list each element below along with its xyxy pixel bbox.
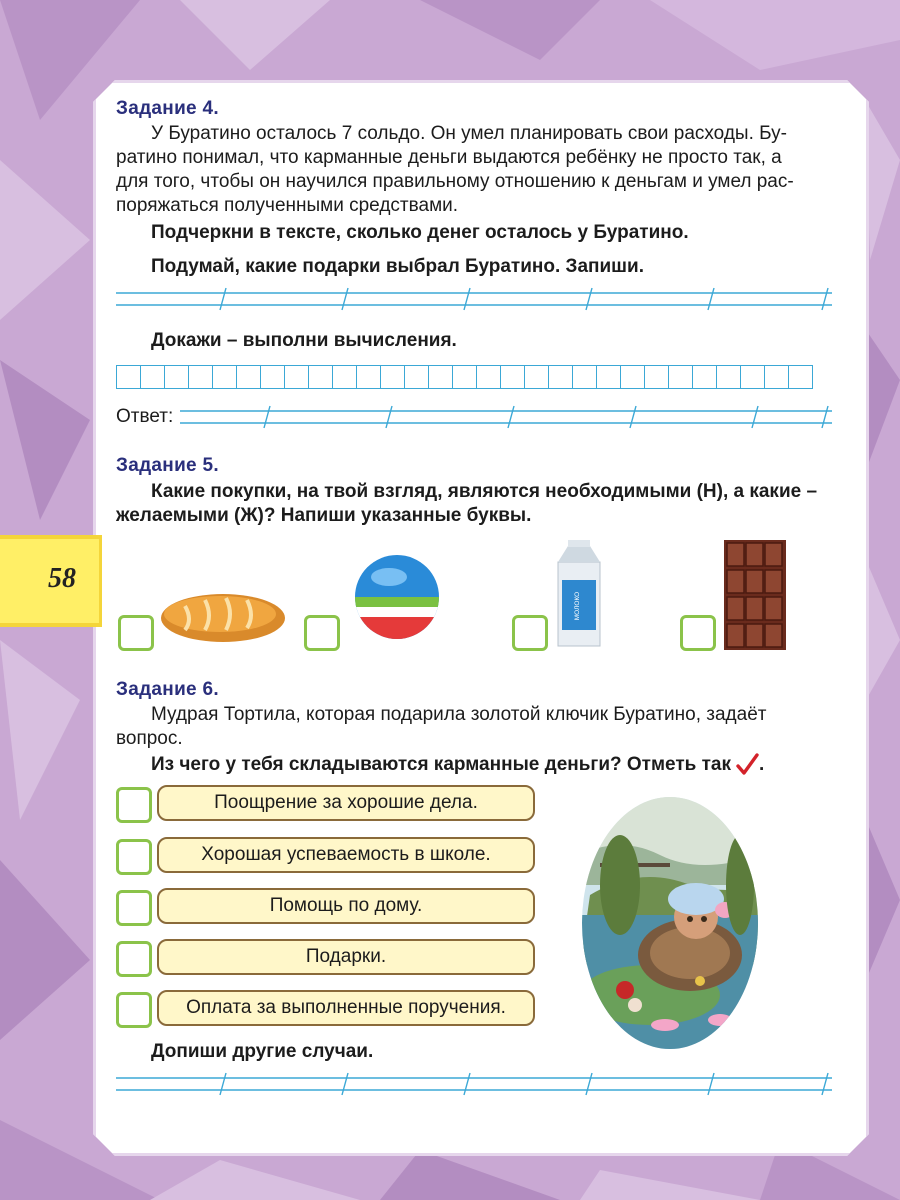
task4-instruction-underline: Подчеркни в тексте, сколько денег осталось у Буратино. xyxy=(151,222,689,243)
task4-line-3: для того, чтобы он научился правильному отношению к деньгам и умел рас- xyxy=(116,171,794,192)
chocolate-bar-icon xyxy=(724,540,786,650)
option-1[interactable]: Поощрение за хорошие дела. xyxy=(157,785,535,821)
task6-line-2: вопрос. xyxy=(116,728,183,749)
task5-question xyxy=(116,480,832,528)
page-number: 58 xyxy=(48,563,76,594)
milk-label: МОЛОКО xyxy=(574,591,581,621)
checkmark-icon xyxy=(735,753,759,777)
page-number-tab xyxy=(0,535,102,627)
writing-line-other-cases[interactable] xyxy=(116,1071,832,1097)
task6-question-text: Из чего у тебя складываются карманные деньги? Отметь так xyxy=(151,754,732,775)
task5-line-1: Какие покупки, на твой взгляд, являются необходимыми (Н), а какие – xyxy=(151,481,818,502)
calculation-grid[interactable] xyxy=(116,365,813,389)
option-checkbox-1[interactable] xyxy=(116,787,152,823)
task6-question-end: . xyxy=(759,754,765,775)
bread-checkbox[interactable] xyxy=(118,615,154,651)
option-4[interactable]: Подарки. xyxy=(157,939,535,975)
ball-checkbox[interactable] xyxy=(304,615,340,651)
option-checkbox-2[interactable] xyxy=(116,839,152,875)
task6-paragraph xyxy=(116,703,832,751)
writing-line-gifts[interactable] xyxy=(116,286,832,312)
task5-heading: Задание 5. xyxy=(116,455,219,476)
milk-carton-icon xyxy=(554,540,604,648)
task4-instruction-write: Подумай, какие подарки выбрал Буратино. Запиши. xyxy=(151,256,644,277)
task4-instruction-calculate: Докажи – выполни вычисления. xyxy=(151,330,457,351)
option-checkbox-5[interactable] xyxy=(116,992,152,1028)
option-3[interactable]: Помощь по дому. xyxy=(157,888,535,924)
tortilla-turtle-illustration xyxy=(580,795,760,1051)
milk-checkbox[interactable] xyxy=(512,615,548,651)
answer-label: Ответ: xyxy=(116,406,174,427)
answer-writing-line[interactable] xyxy=(180,404,832,430)
ball-icon xyxy=(353,553,441,641)
task4-line-1: У Буратино осталось 7 сольдо. Он умел планировать свои расходы. Бу- xyxy=(151,123,788,144)
task5-line-2: желаемыми (Ж)? Напиши указанные буквы. xyxy=(116,505,532,526)
chocolate-checkbox[interactable] xyxy=(680,615,716,651)
task4-heading: Задание 4. xyxy=(116,98,219,119)
option-checkbox-4[interactable] xyxy=(116,941,152,977)
task4-line-4: поряжаться полученными средствами. xyxy=(116,195,459,216)
option-checkbox-3[interactable] xyxy=(116,890,152,926)
task4-line-2: ратино понимал, что карманные деньги выдаются ребёнку не просто так, а xyxy=(116,147,782,168)
option-2[interactable]: Хорошая успеваемость в школе. xyxy=(157,837,535,873)
task6-question xyxy=(151,753,764,777)
task6-line-1: Мудрая Тортила, которая подарила золотой ключик Буратино, задаёт xyxy=(151,704,767,725)
bread-icon xyxy=(160,588,286,646)
option-5[interactable]: Оплата за выполненные поручения. xyxy=(157,990,535,1026)
task6-heading: Задание 6. xyxy=(116,679,219,700)
task4-paragraph xyxy=(116,122,832,218)
task6-extra-instruction: Допиши другие случаи. xyxy=(151,1041,374,1062)
